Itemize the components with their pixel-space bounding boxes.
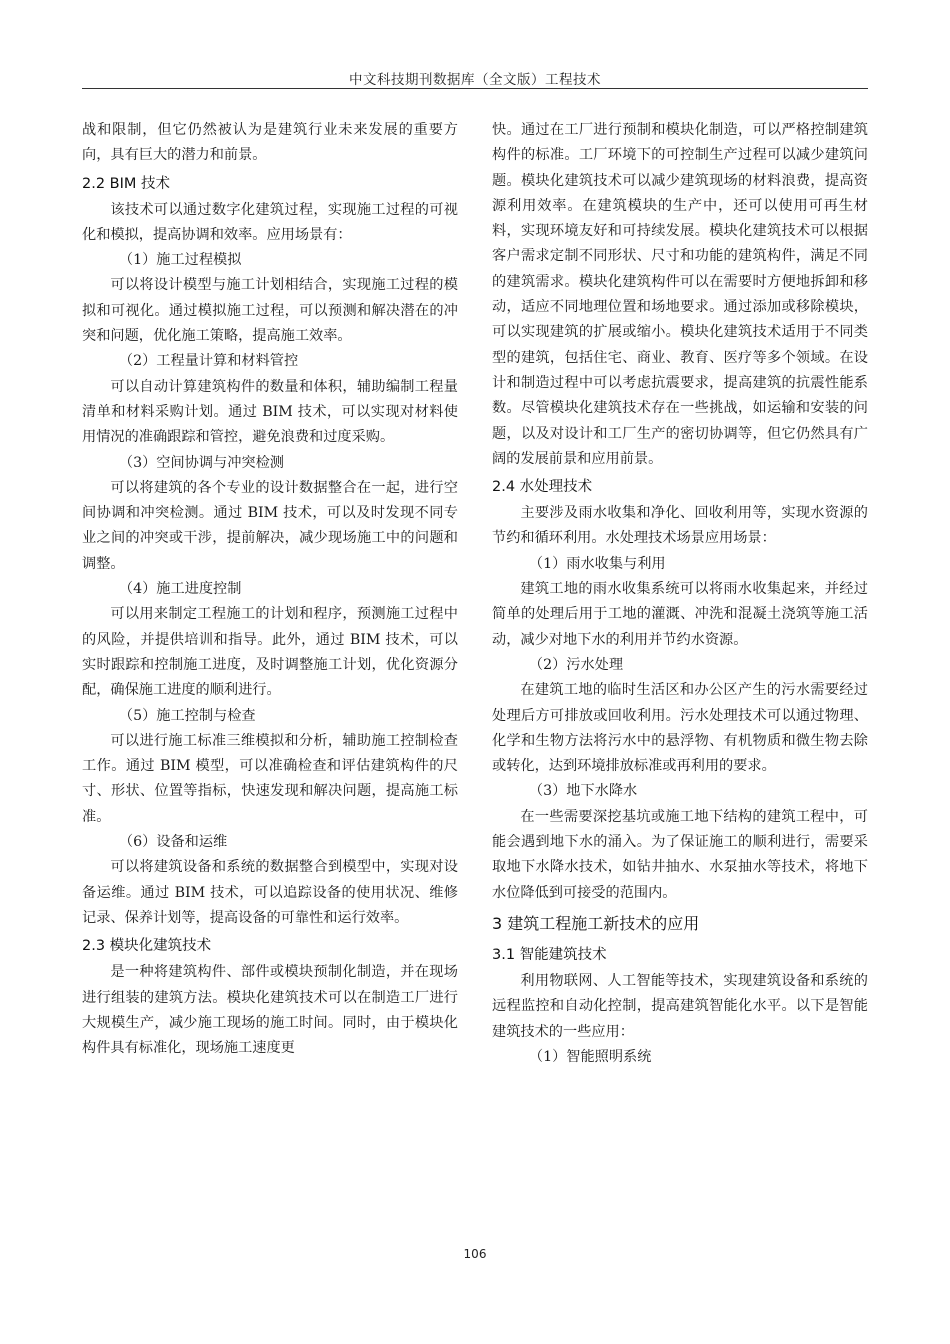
- paragraph: 可以将设计模型与施工计划相结合，实现施工过程的模拟和可视化。通过模拟施工过程，可以预测和解决潜在的冲突和问题，优化施工策略，提高施工效率。: [82, 277, 458, 345]
- right-column: [492, 118, 868, 1070]
- subsection-title: （4）施工进度控制: [118, 581, 242, 598]
- paragraph: 利用物联网、人工智能等技术，实现建筑设备和系统的远程监控和自动化控制，提高建筑智能化水平。以下是智能建筑技术的一些应用：: [492, 972, 868, 1040]
- section-heading-2-4: 2.4 水处理技术: [492, 479, 593, 496]
- paragraph: 可以用来制定工程施工的计划和程序，预测施工过程中的风险，并提供培训和指导。此外，通过 BIM 技术，可以实时跟踪和控制施工进度，及时调整施工计划，优化资源分配，确保施工进度的顺利进行。: [82, 606, 458, 699]
- paragraph: 在一些需要深挖基坑或施工地下结构的建筑工程中，可能会遇到地下水的涌入。为了保证施工的顺利进行，需要采取地下水降水技术，如钻井抽水、水泵抽水等技术，将地下水位降低到可接受的范围内。: [492, 808, 868, 901]
- paragraph: 战和限制，但它仍然被认为是建筑行业未来发展的重要方向，具有巨大的潜力和前景。: [82, 122, 458, 164]
- subsection-title: （1）雨水收集与利用: [528, 555, 666, 572]
- subsection-title: （3）地下水降水: [528, 783, 638, 800]
- paragraph: 可以将建筑的各个专业的设计数据整合在一起，进行空间协调和冲突检测。通过 BIM 技术，可以及时发现不同专业之间的冲突或干涉，提前解决，减少现场施工中的问题和调整。: [82, 479, 458, 572]
- paragraph: 主要涉及雨水收集和净化、回收利用等，实现水资源的节约和循环利用。水处理技术场景应用场景：: [492, 505, 868, 547]
- subsection-title: （3）空间协调与冲突检测: [118, 454, 284, 471]
- left-column: [82, 118, 458, 1061]
- paragraph: 快。通过在工厂进行预制和模块化制造，可以严格控制建筑构件的标准。工厂环境下的可控制生产过程可以减少建筑问题。模块化建筑技术可以减少建筑现场的材料浪费，提高资源利用效率。在建筑模块的生产中，还可以使用可再生材料，实现环境友好和可持续发展。模块化建筑技术可以根据客户需求定制不同形状、尺寸和功能的建筑构件，满足不同的建筑需求。模块化建筑构件可以在需要时方便地拆卸和移动，适应不同地理位置和场地要求。通过添加或移除模块，可以实现建筑的扩展或缩小。模块化建筑技术适用于不同类型的建筑，包括住宅、商业、教育、医疗等多个领域。在设计和制造过程中可以考虑抗震要求，提高建筑的抗震性能系数。尽管模块化建筑技术存在一些挑战，如运输和安装的问题，以及对设计和工厂生产的密切协调等，但它仍然具有广阔的发展前景和应用前景。: [492, 122, 868, 467]
- section-heading-3-1: 3.1 智能建筑技术: [492, 946, 607, 963]
- subsection-title: （5）施工控制与检查: [118, 707, 256, 724]
- paragraph: 可以将建筑设备和系统的数据整合到模型中，实现对设备运维。通过 BIM 技术，可以追踪设备的使用状况、维修记录、保养计划等，提高设备的可靠性和运行效率。: [82, 859, 458, 926]
- paragraph: 在建筑工地的临时生活区和办公区产生的污水需要经过处理后方可排放或回收利用。污水处理技术可以通过物理、化学和生物方法将污水中的悬浮物、有机物质和微生物去除或转化，达到环境排放标准或再利用的要求。: [492, 682, 868, 775]
- paragraph: 该技术可以通过数字化建筑过程，实现施工过程的可视化和模拟，提高协调和效率。应用场景有：: [82, 201, 458, 243]
- journal-header: 中文科技期刊数据库（全文版）工程技术: [349, 72, 601, 88]
- paragraph: 可以自动计算建筑构件的数量和体积，辅助编制工程量清单和材料采购计划。通过 BIM 技术，可以实现对材料使用情况的准确跟踪和管控，避免浪费和过度采购。: [82, 378, 458, 446]
- header-divider: [82, 88, 868, 89]
- paragraph: 是一种将建筑构件、部件或模块预制化制造，并在现场进行组装的建筑方法。模块化建筑技术可以在制造工厂进行大规模生产，减少施工现场的施工时间。同时，由于模块化构件具有标准化，现场施工速度更: [82, 964, 458, 1057]
- subsection-title: （2）污水处理: [528, 656, 624, 673]
- subsection-title: （1）智能照明系统: [528, 1048, 652, 1065]
- section-heading-2-2: 2.2 BIM 技术: [82, 175, 171, 192]
- paragraph: 建筑工地的雨水收集系统可以将雨水收集起来，并经过简单的处理后用于工地的灌溉、冲洗和混凝土浇筑等施工活动，减少对地下水的利用并节约水资源。: [492, 581, 868, 648]
- paragraph: 可以进行施工标准三维模拟和分析，辅助施工控制检查工作。通过 BIM 模型，可以准确检查和评估建筑构件的尺寸、形状、位置等指标，快速发现和解决问题，提高施工标准。: [82, 732, 458, 825]
- section-heading-2-3: 2.3 模块化建筑技术: [82, 938, 212, 955]
- subsection-title: （6）设备和运维: [118, 834, 228, 851]
- page-number: 106: [463, 1247, 487, 1261]
- subsection-title: （2）工程量计算和材料管控: [118, 353, 299, 370]
- section-heading-3: 3 建筑工程施工新技术的应用: [492, 913, 700, 933]
- subsection-title: （1）施工过程模拟: [118, 252, 242, 269]
